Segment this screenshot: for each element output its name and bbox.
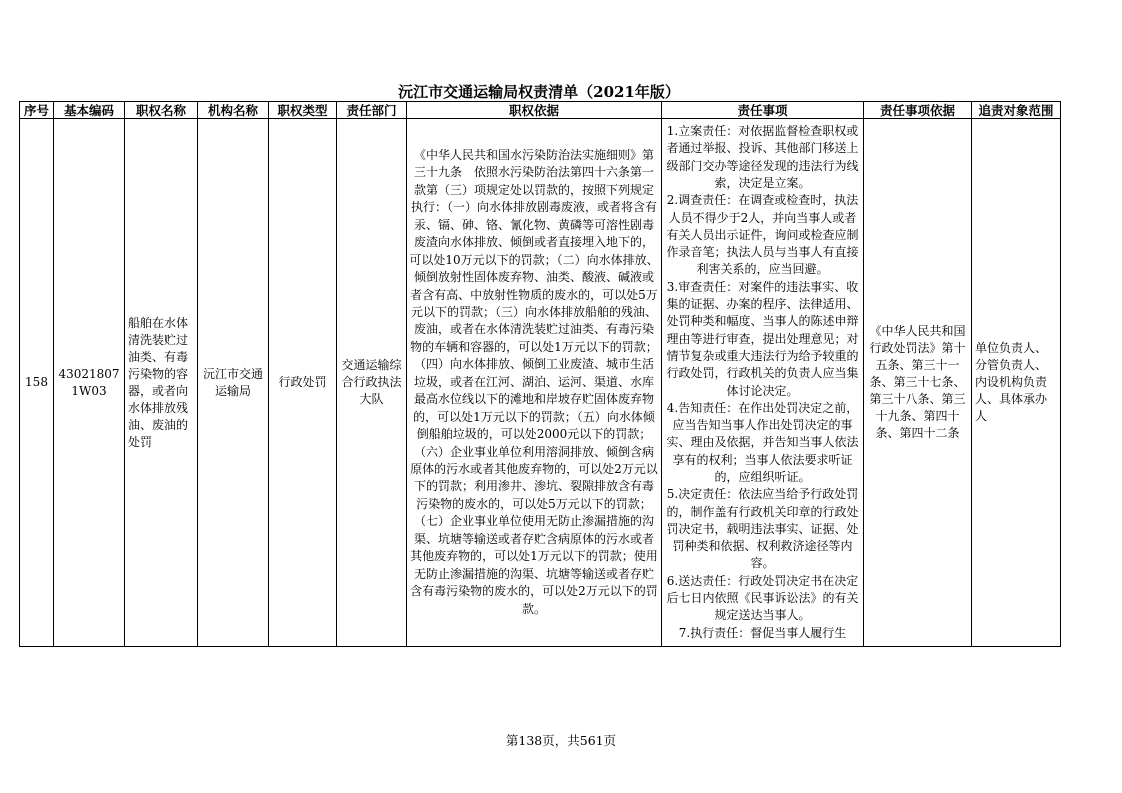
department-value: 交通运输综合行政执法大队 — [341, 358, 402, 406]
cell-duty-basis — [864, 119, 972, 647]
code-value: 430218071W03 — [58, 366, 120, 398]
power-responsibility-table — [19, 101, 1061, 647]
duty-item: 7.执行责任：督促当事人履行生 — [678, 625, 847, 640]
page-footer: 第138页，共561页 — [505, 733, 617, 748]
duty-item: 1.立案责任：对依据监督检查职权或者通过举报、投诉、其他部门移送上级部门交办等途径发现的违法行为线索，决定是立案。 — [666, 124, 859, 190]
duty-item: 6.送达责任：行政处罚决定书在决定后七日内依照《民事诉讼法》的有关规定送达当事人。 — [666, 573, 859, 623]
cell-basis — [407, 119, 662, 647]
cell-org-name — [198, 119, 269, 647]
org-name-value: 沅江市交通运输局 — [202, 366, 263, 398]
col-header-duty-basis: 责任事项依据 — [864, 102, 972, 119]
cell-power-type — [269, 119, 337, 647]
col-header-basis: 职权依据 — [407, 102, 662, 119]
power-type-value: 行政处罚 — [278, 375, 327, 389]
power-name-value: 船舶在水体清洗装贮过油类、有毒污染物的容器，或者向水体排放残油、废油的处罚 — [128, 315, 189, 449]
basis-text: 《中华人民共和国水污染防治法实施细则》第三十九条 依照水污染防治法第四十六条第一款第（三）项规定处以罚款的，按照下列规定执行：（一）向水体排放剧毒废液，或者将含有汞、镉、砷、铬、氰化物、黄磷等可溶性剧毒废渣向水体排放、倾倒或者直接埋入地下的，可以处10万元以下的罚款；（二）向水体排放、倾倒放射性固体废弃物、油类、酸液、碱液或者含有高、中放射性物质的废水的，可以处5万元以下的罚款；（三）向水体排放船舶的残油、废油，或者在水体清洗装贮过油类、有毒污染物的车辆和容器的，可以处1万元以下的罚款；（四）向水体排放、倾倒工业废渣、城市生活垃圾，或者在江河、湖泊、运河、渠道、水库最高水位线以下的滩地和岸坡存贮固体废弃物的，可以处1万元以下的罚款；（五）向水体倾倒船舶垃圾的，可以处2000元以下的罚款；（六）企业事业单位利用溶洞排放、倾倒含病原体的污水或者其他废弃物的，可以处2万元以下的罚款；利用渗井、渗坑、裂隙排放含有毒污染物的废水的，可以处5万元以下的罚款；（七）企业事业单位使用无防止渗漏措施的沟渠、坑塘等输送或者存贮含病原体的污水或者其他废弃物的，可以处1万元以下的罚款；使用无防止渗漏措施的沟渠、坑塘等输送或者存贮含有毒污染物的废水的，可以处2万元以下的罚款。 — [409, 147, 659, 616]
duty-basis-value: 《中华人民共和国行政处罚法》第十五条、第三十一条、第三十七条、第三十八条、第三十九条、第四十条、第四十二条 — [869, 324, 966, 440]
col-header-power-name: 职权名称 — [125, 102, 198, 119]
col-header-accountability: 追责对象范围 — [972, 102, 1061, 119]
table-header-row — [20, 102, 1061, 119]
table-row — [20, 119, 1061, 647]
col-header-org-name: 机构名称 — [198, 102, 269, 119]
col-header-seq: 序号 — [20, 102, 54, 119]
duty-item: 3.审查责任：对案件的违法事实、收集的证据、办案的程序、法律适用、处罚种类和幅度、当事人的陈述申辩理由等进行审查，提出处理意见；对情节复杂或重大违法行为给予较重的行政处罚，行政机关的负责人应当集体讨论决定。 — [666, 279, 859, 398]
cell-department — [337, 119, 407, 647]
cell-accountability — [972, 119, 1061, 647]
duty-item: 4.告知责任：在作出处罚决定之前，应当告知当事人作出处罚决定的事实、理由及依据，并告知当事人依法享有的权利；当事人依法要求听证的，应组织听证。 — [666, 400, 859, 484]
col-header-code: 基本编码 — [54, 102, 125, 119]
duty-item: 5.决定责任：依法应当给予行政处罚的，制作盖有行政机关印章的行政处罚决定书，载明违法事实、证据、处罚种类和依据、权利救济途径等内容。 — [666, 487, 859, 571]
cell-power-name — [125, 119, 198, 647]
accountability-value: 单位负责人、分管负责人、内设机构负责人、具体承办人 — [975, 341, 1048, 423]
cell-seq — [20, 119, 54, 647]
col-header-power-type: 职权类型 — [269, 102, 337, 119]
col-header-department: 责任部门 — [337, 102, 407, 119]
col-header-duties: 责任事项 — [662, 102, 864, 119]
document-title: 沅江市交通运输局权责清单（2021年版） — [398, 83, 680, 101]
duty-item: 2.调查责任：在调查或检查时，执法人员不得少于2人，并向当事人或者有关人员出示证件，询问或检查应制作录音笔；执法人员与当事人有直接利害关系的，应当回避。 — [666, 193, 859, 277]
cell-code — [54, 119, 125, 647]
seq-value: 158 — [25, 375, 48, 389]
cell-duties — [662, 119, 864, 647]
